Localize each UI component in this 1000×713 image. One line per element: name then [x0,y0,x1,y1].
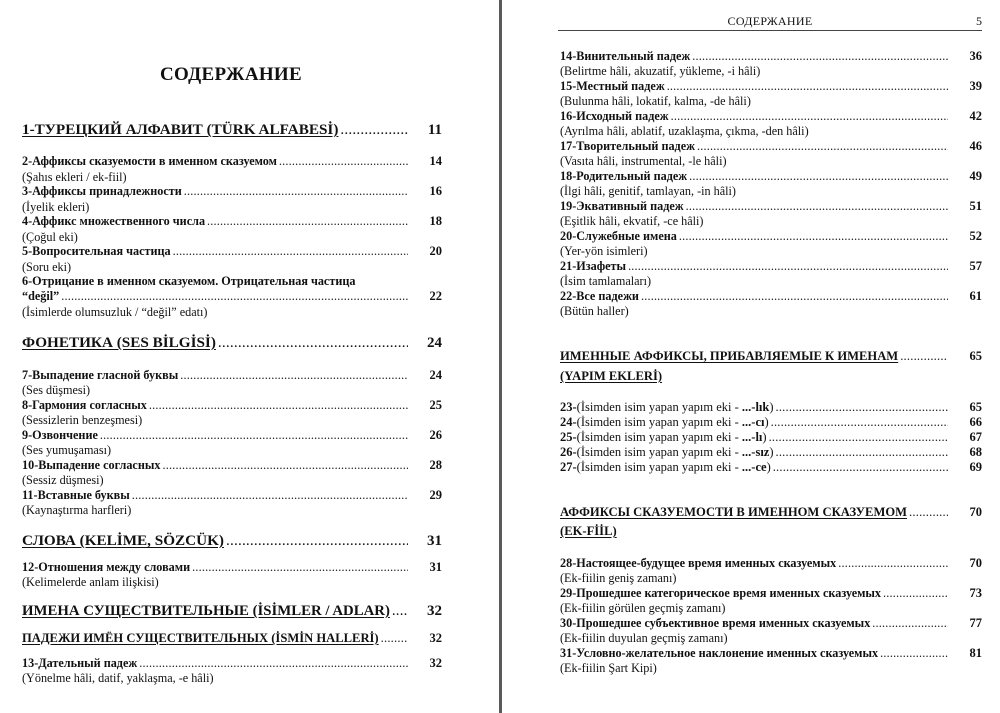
toc-entry-subtitle: (Bütün haller) [560,304,629,318]
toc-entry[interactable] [560,289,982,304]
toc-entry[interactable] [22,398,442,413]
toc-entry-subtitle: (Bulunma hâli, lokatif, kalma, -de hâli) [560,94,751,108]
toc-entry-label: 13-Дательный падеж [22,656,138,670]
toc-page-number: 52 [969,229,982,243]
entry-number: 26- [560,445,577,459]
toc-entry[interactable] [22,244,442,259]
toc-entry[interactable] [560,199,982,214]
running-header [558,14,982,31]
toc-entry-subtitle: (Ayrılma hâli, ablatif, uzaklaşma, çıkma, -den hâli) [560,124,809,138]
toc-entry-label: 8-Гармония согласных [22,398,147,412]
leader-dots [872,616,948,631]
toc-section-label: ФОНЕТИКА (SES BİLGİSİ) [22,334,216,351]
toc-entry-label: 31-Условно-желательное наклонение именных сказуемых [560,646,879,660]
toc-entry-label: 30-Прошедшее субъективное время именных сказуемых [560,616,871,630]
leader-dots [192,560,408,575]
toc-page-number: 18 [429,214,442,228]
leader-dots [641,289,948,304]
toc-page-number: 69 [969,460,982,474]
leader-dots [771,415,948,430]
toc-entry-label: 16-Исходный падеж [560,109,669,123]
leader-dots [667,79,948,94]
entry-text: (İsimden isim yapan yapım eki - [576,430,742,444]
toc-entry[interactable] [560,109,982,124]
toc-entry-subtitle: (Ek-fiilin duyulan geçmiş zamanı) [560,631,728,645]
toc-entry-label: 21-Изафеты [560,259,627,273]
toc-entry-label [560,415,769,430]
leader-dots [381,631,408,646]
entry-close: ) [762,430,767,444]
leader-dots [100,428,408,443]
toc-entry-label: 28-Настоящее-будущее время именных сказуемых [560,556,837,570]
leader-dots [838,556,948,571]
toc-entry-subtitle: (Soru eki) [22,260,72,274]
toc-entry-label: 19-Эквативный падеж [560,199,684,213]
toc-entry-subtitle: (Yer-yön isimleri) [560,244,648,258]
toc-entry-subtitle: (Şahıs ekleri / ek-fiil) [22,170,127,184]
toc-entry[interactable] [22,184,442,199]
toc-page-number: 31 [429,560,442,574]
leader-dots [679,229,948,244]
toc-entry[interactable] [560,79,982,94]
toc-entry-label: 14-Винительный падеж [560,49,691,63]
leader-dots [689,169,948,184]
leader-dots [184,184,408,199]
toc-section[interactable] [22,532,442,550]
toc-entry-label: 15-Местный падеж [560,79,665,93]
toc-subsection-label-line2: (EK-FİİL) [560,524,617,538]
leader-dots [686,199,948,214]
toc-page-number: 31 [427,533,442,549]
toc-entry-label: 3-Аффиксы принадлежности [22,184,182,198]
leader-dots [180,368,408,383]
toc-entry-subtitle: (Ses yumuşaması) [22,443,112,457]
toc-section-label: 1-ТУРЕЦКИЙ АЛФАВИТ (TÜRK ALFABESİ) [22,121,339,138]
toc-subsection-label: АФФИКСЫ СКАЗУЕМОСТИ В ИМЕННОМ СКАЗУЕМОМ [560,505,908,519]
toc-entry[interactable] [22,289,442,304]
toc-page-number: 49 [969,169,982,183]
toc-entry-label: “değil” [22,289,60,303]
toc-subsection-label: ИМЕННЫЕ АФФИКСЫ, ПРИБАВЛЯЕМЫЕ К ИМЕНАМ [560,349,899,363]
toc-entry[interactable] [560,49,982,64]
leader-dots [139,656,408,671]
toc-entry[interactable] [22,458,442,473]
leader-dots [769,430,948,445]
leader-dots [173,244,408,259]
entry-suffix: ...-lık [741,400,770,414]
toc-page-number: 51 [969,199,982,213]
toc-entry-label: 7-Выпадение гласной буквы [22,368,179,382]
toc-entry[interactable] [560,616,982,631]
leader-dots [880,646,948,661]
toc-page-number: 36 [969,49,982,63]
leader-dots [132,488,408,503]
toc-entry-subtitle: (Sessiz düşmesi) [22,473,104,487]
toc-entry-subtitle: (Ek-fiilin geniş zamanı) [560,571,677,585]
toc-entry-label: 11-Вставные буквы [22,488,130,502]
leader-dots [628,259,948,274]
toc-page-number: 57 [969,259,982,273]
page-number: 5 [976,14,982,28]
toc-entry-subtitle: (Kelimelerde anlam ilişkisi) [22,575,159,589]
toc-page-number: 32 [429,631,442,645]
toc-page-number: 20 [429,244,442,258]
toc-entry-subtitle: (İyelik ekleri) [22,200,90,214]
entry-close: ) [764,415,769,429]
toc-subsection-label-line2: (YAPIM EKLERİ) [560,369,663,383]
toc-section-label: ИМЕНА СУЩЕСТВИТЕЛЬНЫЕ (İSİMLER / ADLAR) [22,603,390,619]
toc-entry-label-line1: 6-Отрицание в именном сказуемом. Отрицательная частица [22,274,356,288]
toc-subsection[interactable] [560,349,982,364]
toc-entry[interactable] [560,460,982,475]
toc-entry[interactable] [560,556,982,571]
toc-entry-subtitle: (Sessizlerin benzeşmesi) [22,413,143,427]
entry-text: (İsimden isim yapan yapım eki - [576,445,742,459]
toc-entry-label: 4-Аффикс множественного числа [22,214,206,228]
entry-suffix: ...-lı [741,430,763,444]
toc-page-number: 77 [969,616,982,630]
toc-entry-label: 5-Вопросительная частица [22,244,171,258]
leader-dots [61,289,408,304]
toc-page-number: 61 [969,289,982,303]
toc-section[interactable] [22,603,442,620]
toc-entry[interactable] [560,259,982,274]
leader-dots [773,460,948,475]
toc-entry-subtitle: (Kaynaştırma harfleri) [22,503,132,517]
toc-entry-label: 18-Родительный падеж [560,169,688,183]
toc-entry-subtitle: (Eşitlik hâli, ekvatif, -ce hâli) [560,214,704,228]
toc-entry[interactable] [560,229,982,244]
toc-title: СОДЕРЖАНИЕ [160,64,302,85]
toc-entry[interactable] [560,646,982,661]
toc-entry-subtitle: (Ses düşmesi) [22,383,91,397]
toc-entry-label [560,460,771,475]
toc-entry-label [560,400,774,415]
toc-page-number: 68 [969,445,982,459]
leader-dots [340,121,408,139]
toc-page-number: 11 [427,122,442,138]
leader-dots [900,349,948,364]
toc-entry[interactable] [560,430,982,445]
toc-entry[interactable] [22,154,442,169]
toc-entry[interactable] [22,560,442,575]
toc-entry-label: 2-Аффиксы сказуемости в именном сказуемом [22,154,277,168]
toc-entry-subtitle: (Yönelme hâli, datif, yaklaşma, -e hâli) [22,671,214,685]
leader-dots [392,603,408,620]
toc-page-number: 26 [429,428,442,442]
leader-dots [207,214,408,229]
running-header-title: СОДЕРЖАНИЕ [727,14,813,28]
toc-page-number: 24 [429,368,442,382]
leader-dots [162,458,408,473]
toc-section[interactable] [22,334,442,352]
toc-entry-label: 29-Прошедшее категорическое время именных сказуемых [560,586,882,600]
toc-page-number: 81 [969,646,982,660]
entry-suffix: ...-sız [741,445,770,459]
toc-entry-label: 17-Творительный падеж [560,139,695,153]
entry-close: ) [766,460,771,474]
toc-entry[interactable] [560,400,982,415]
entry-number: 24- [560,415,577,429]
toc-page-number: 14 [429,154,442,168]
toc-entry[interactable] [560,415,982,430]
toc-entry-subtitle: (İsim tamlamaları) [560,274,652,288]
toc-page-number: 70 [969,505,982,519]
toc-entry[interactable] [22,488,442,503]
leader-dots [218,334,408,352]
toc-page-number: 42 [969,109,982,123]
toc-page-number: 32 [429,656,442,670]
toc-entry[interactable] [22,368,442,383]
leader-dots [671,109,948,124]
toc-page-number: 67 [969,430,982,444]
toc-entry[interactable] [560,445,982,460]
entry-close: ) [769,445,774,459]
toc-entry-label: 12-Отношения между словами [22,560,191,574]
toc-page-number: 65 [969,349,982,363]
toc-entry-subtitle: (İlgi hâli, genitif, tamlayan, -in hâli) [560,184,736,198]
leader-dots [776,445,948,460]
entry-text: (İsimden isim yapan yapım eki - [576,415,742,429]
leader-dots [697,139,948,154]
toc-page-number: 65 [969,400,982,414]
leader-dots [149,398,408,413]
toc-entry-subtitle: (Çoğul eki) [22,230,78,244]
toc-entry-label: 9-Озвончение [22,428,98,442]
toc-entry-subtitle: (Vasıta hâli, instrumental, -le hâli) [560,154,727,168]
toc-page-number: 46 [969,139,982,153]
entry-number: 25- [560,430,577,444]
toc-subsection[interactable] [560,505,982,520]
toc-entry-label: 22-Все падежи [560,289,639,303]
entry-number: 23- [560,400,577,414]
entry-close: ) [769,400,774,414]
toc-section[interactable] [22,121,442,139]
toc-entry-label [560,430,767,445]
entry-text: (İsimden isim yapan yapım eki - [576,460,742,474]
toc-page-number: 28 [429,458,442,472]
toc-entry[interactable] [22,656,442,671]
leader-dots [909,505,948,520]
toc-subsection[interactable] [22,631,442,646]
leader-dots [226,532,408,550]
toc-page-number: 29 [429,488,442,502]
toc-entry[interactable] [22,214,442,229]
toc-entry[interactable] [560,169,982,184]
entry-suffix: ...-ce [741,460,767,474]
toc-page-number: 39 [969,79,982,93]
toc-entry[interactable] [22,428,442,443]
entry-suffix: ...-cı [741,415,765,429]
entry-text: (İsimden isim yapan yapım eki - [576,400,742,414]
toc-entry-subtitle: (Belirtme hâli, akuzatif, yükleme, -i hâli) [560,64,761,78]
toc-page-number: 16 [429,184,442,198]
toc-page-number: 24 [427,335,442,351]
toc-page-number: 32 [427,603,442,619]
leader-dots [279,154,408,169]
toc-entry-subtitle: (Ek-fiilin görülen geçmiş zamanı) [560,601,726,615]
toc-entry-label [560,445,774,460]
toc-page-number: 25 [429,398,442,412]
leader-dots [776,400,948,415]
leader-dots [692,49,948,64]
toc-entry-label: 20-Служебные имена [560,229,677,243]
toc-subsection-label: ПАДЕЖИ ИМЁН СУЩЕСТВИТЕЛЬНЫХ (İSMİN HALLERİ) [22,631,379,645]
toc-page-number: 22 [429,289,442,303]
toc-page-number: 73 [969,586,982,600]
toc-entry[interactable] [560,139,982,154]
entry-number: 27- [560,460,577,474]
toc-page-number: 66 [969,415,982,429]
toc-page-number: 70 [969,556,982,570]
toc-entry[interactable] [560,586,982,601]
toc-entry-subtitle: (İsimlerde olumsuzluk / “değil” edatı) [22,305,208,319]
leader-dots [883,586,948,601]
toc-entry-label: 10-Выпадение согласных [22,458,161,472]
toc-section-label: СЛОВА (KELİME, SÖZCÜK) [22,532,224,549]
toc-entry-subtitle: (Ek-fiilin Şart Kipi) [560,661,657,675]
